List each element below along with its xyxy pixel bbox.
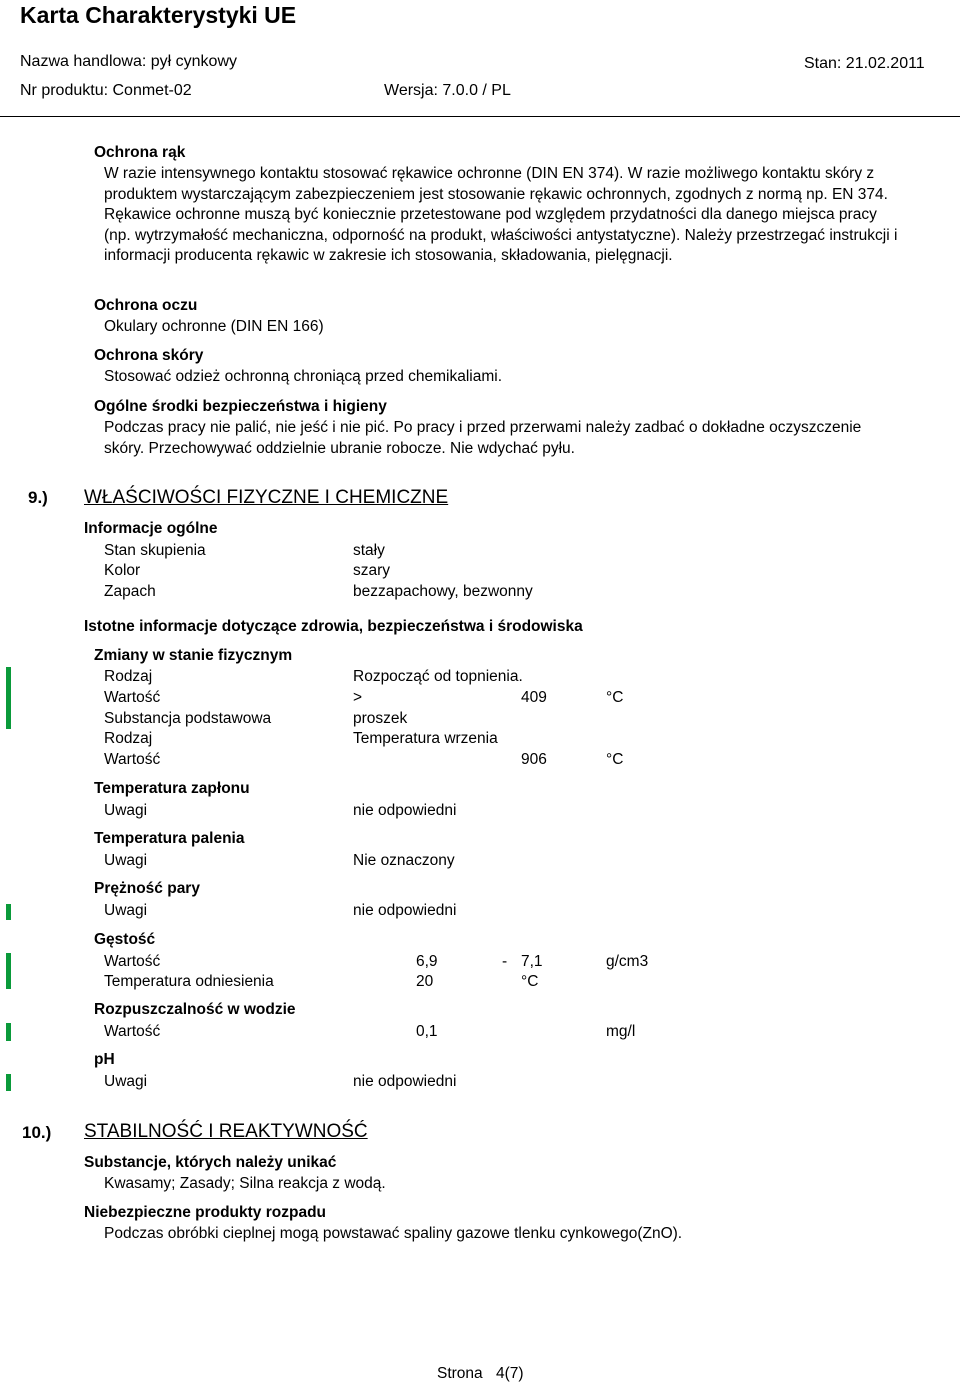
phase-change-heading: Zmiany w stanie fizycznym [94,647,293,664]
solubility-heading: Rozpuszczalność w wodzie [94,1001,296,1018]
state-value: stały [353,542,385,559]
boiling-unit: °C [606,751,624,768]
section-9-title: WŁAŚCIWOŚCI FIZYCZNE I CHEMICZNE [84,487,449,508]
skin-protection-heading: Ochrona skóry [94,347,204,364]
density-value-label: Wartość [104,953,161,970]
hygiene-text: Podczas pracy nie palić, nie jeść i nie pić. Po pracy i przed przerwami należy zadbać o dokładne oczyszczenie skóry. Przechowywać oddzielnie ubranie robocze. Nie wdychać pyłu. [104,419,862,457]
reference-temp-label: Temperatura odniesienia [104,973,274,990]
ignition-temp-label: Uwagi [104,852,148,869]
melting-value-label: Wartość [104,689,161,706]
melting-value: 409 [521,689,547,706]
density-range-dash: - [502,953,508,970]
melting-unit: °C [606,689,624,706]
boiling-value-label: Wartość [104,751,161,768]
vapour-pressure-heading: Prężność pary [94,880,200,897]
odor-label: Zapach [104,583,156,600]
section-9-number: 9.) [28,488,48,507]
change-bar [6,667,11,729]
skin-protection-text: Stosować odzież ochronną chroniącą przed chemikaliami. [104,368,503,385]
ph-label: Uwagi [104,1073,148,1090]
color-value: szary [353,562,391,579]
solubility-value: 0,1 [416,1023,438,1040]
vapour-pressure-label: Uwagi [104,902,148,919]
general-info-heading: Informacje ogólne [84,520,218,537]
page-label: Strona [437,1365,483,1382]
version: Wersja: 7.0.0 / PL [384,82,511,99]
melting-operator: > [353,689,363,706]
trade-name: Nazwa handlowa: pył cynkowy [20,53,237,70]
relevant-info-heading: Istotne informacje dotyczące zdrowia, bezpieczeństwa i środowiska [84,618,583,635]
boiling-type-label: Rodzaj [104,730,153,747]
solubility-label: Wartość [104,1023,161,1040]
hand-protection-text: W razie intensywnego kontaktu stosować rękawice ochronne (DIN EN 374). W razie możliwego kontaktu skóry z produktem wystarczającym zabezpieczeniem jest stosowanie rękawic ochronnych, zgodnych z normą np. EN 374. Rękawice ochronne muszą być koniecznie przetestowane pod względem przydatności dla danego miejsca pracy (np. wytrzymałość mechaniczna, odporność na produkt, właściwości antystatyczne). Należy przestrzegać instrukcji i informacji producenta rękawic w zakresie ich stosowania, składowania, pielęgnacji. [104,165,898,265]
page-number: 4(7) [496,1365,524,1382]
product-number: Nr produktu: Conmet-02 [20,82,192,99]
hand-protection-heading: Ochrona rąk [94,144,186,161]
color-label: Kolor [104,562,141,579]
density-unit: g/cm3 [606,953,649,970]
flash-point-label: Uwagi [104,802,148,819]
flash-point-value: nie odpowiedni [353,802,457,819]
odor-value: bezzapachowy, bezwonny [353,583,533,600]
state-label: Stan skupienia [104,542,206,559]
reference-temp-unit: °C [521,973,539,990]
boiling-value: 906 [521,751,547,768]
ph-heading: pH [94,1051,115,1068]
solubility-unit: mg/l [606,1023,636,1040]
eye-protection-text: Okulary ochronne (DIN EN 166) [104,318,324,335]
decomposition-heading: Niebezpieczne produkty rozpadu [84,1204,327,1221]
density-min: 6,9 [416,953,438,970]
ph-value: nie odpowiedni [353,1073,457,1090]
phase-type-label: Rodzaj [104,668,153,685]
base-substance-value: proszek [353,710,408,727]
avoid-substances-heading: Substancje, których należy unikać [84,1154,337,1171]
document-title: Karta Charakterystyki UE [20,2,297,28]
flash-point-heading: Temperatura zapłonu [94,780,250,797]
change-bar [6,1023,11,1041]
boiling-type-value: Temperatura wrzenia [353,730,498,747]
revision-date: Stan: 21.02.2011 [804,55,925,72]
section-10-title: STABILNOŚĆ I REAKTYWNOŚĆ [84,1121,368,1142]
hygiene-heading: Ogólne środki bezpieczeństwa i higieny [94,398,387,415]
ignition-temp-value: Nie oznaczony [353,852,455,869]
decomposition-text: Podczas obróbki cieplnej mogą powstawać spaliny gazowe tlenku cynkowego(ZnO). [104,1225,683,1242]
phase-type-value: Rozpocząć od topnienia. [353,668,523,685]
avoid-substances-text: Kwasamy; Zasady; Silna reakcja z wodą. [104,1175,386,1192]
eye-protection-heading: Ochrona oczu [94,297,198,314]
change-bar [6,904,11,920]
density-max: 7,1 [521,953,543,970]
vapour-pressure-value: nie odpowiedni [353,902,457,919]
base-substance-label: Substancja podstawowa [104,710,272,727]
change-bar [6,953,11,989]
header-divider [0,116,960,117]
change-bar [6,1074,11,1091]
section-10-number: 10.) [22,1123,52,1142]
ignition-temp-heading: Temperatura palenia [94,830,245,847]
density-heading: Gęstość [94,931,156,948]
reference-temp-value: 20 [416,973,434,990]
